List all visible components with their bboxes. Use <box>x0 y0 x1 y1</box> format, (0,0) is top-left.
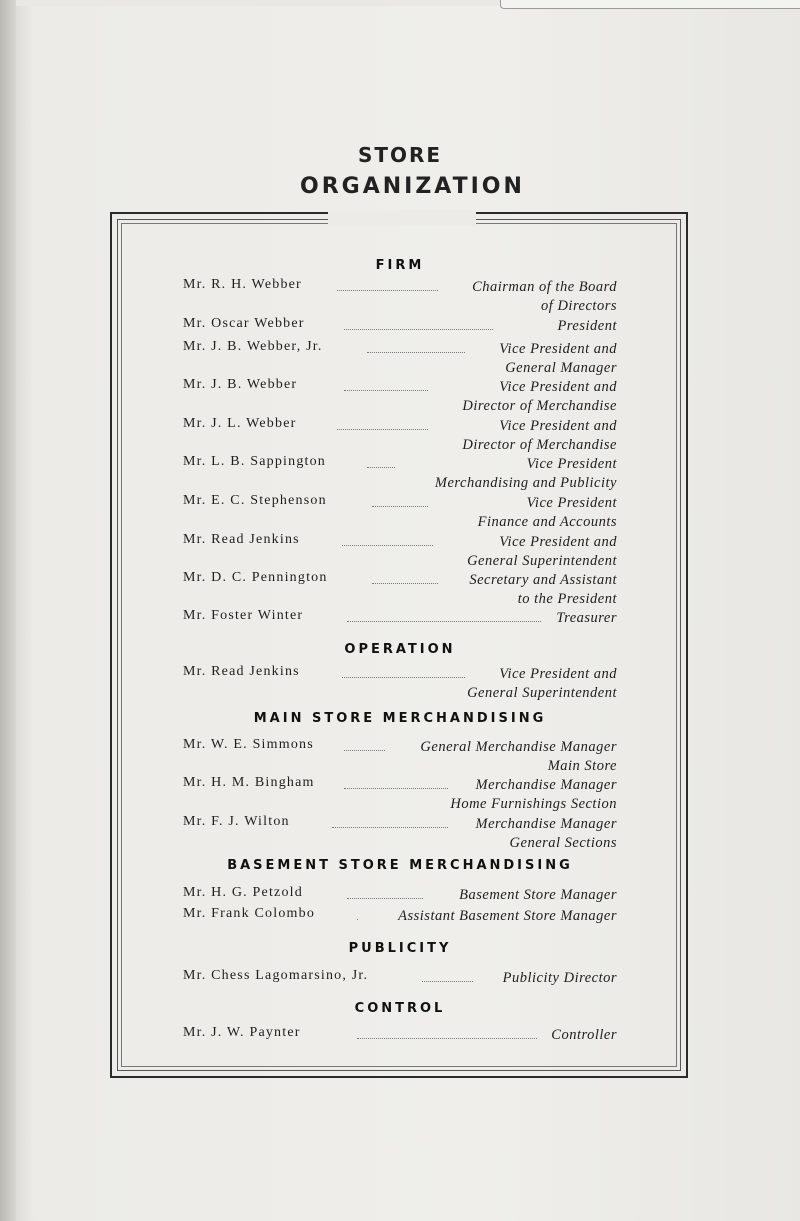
leader-dots <box>357 1036 537 1039</box>
page-title-line-2: ORGANIZATION <box>300 174 525 199</box>
officer-name: Mr. H. G. Petzold <box>183 885 303 900</box>
officer-title: Vice President <box>526 456 617 472</box>
officer-title: Merchandise Manager <box>475 816 617 832</box>
leader-dots <box>337 288 438 291</box>
officer-title: Treasurer <box>556 610 617 626</box>
leader-dots <box>342 543 433 546</box>
officer-name: Mr. Oscar Webber <box>183 316 305 331</box>
officer-title: Chairman of the Board <box>472 279 617 295</box>
officer-name: Mr. Read Jenkins <box>183 664 300 679</box>
officer-title: Vice President <box>526 495 617 511</box>
officer-title-continued: to the President <box>517 590 617 607</box>
officer-name: Mr. D. C. Pennington <box>183 570 328 585</box>
leader-dots <box>344 786 448 789</box>
leader-dots <box>347 619 541 622</box>
officer-name: Mr. J. B. Webber <box>183 377 298 392</box>
section-heading-4: PUBLICITY <box>348 941 452 956</box>
officer-title: Vice President and <box>499 418 617 434</box>
leader-dots <box>332 825 448 828</box>
section-heading-2: MAIN STORE MERCHANDISING <box>253 711 547 726</box>
officer-title: Vice President and <box>499 534 617 550</box>
officer-title-continued: Main Store <box>547 757 617 774</box>
officer-name: Mr. R. H. Webber <box>183 277 302 292</box>
officer-title: Basement Store Manager <box>459 887 617 903</box>
officer-title-continued: Director of Merchandise <box>462 436 617 453</box>
officer-title-continued: Director of Merchandise <box>462 397 617 414</box>
officer-name: Mr. L. B. Sappington <box>183 454 327 469</box>
officer-name: Mr. Foster Winter <box>183 608 304 623</box>
leader-dots <box>347 896 423 899</box>
officer-name: Mr. E. C. Stephenson <box>183 493 327 508</box>
leader-dots <box>372 581 438 584</box>
officer-name: Mr. W. E. Simmons <box>183 737 314 752</box>
officer-name: Mr. H. M. Bingham <box>183 775 315 790</box>
officer-title-continued: Merchandising and Publicity <box>434 474 617 491</box>
officer-title: Merchandise Manager <box>475 777 617 793</box>
officer-name: Mr. J. B. Webber, Jr. <box>183 339 323 354</box>
officer-title: President <box>557 318 617 334</box>
officer-title-continued: Finance and Accounts <box>477 513 617 530</box>
officer-title: Secretary and Assistant <box>469 572 617 588</box>
officer-title-continued: General Manager <box>505 359 617 376</box>
officer-name: Mr. J. W. Paynter <box>183 1025 301 1040</box>
officer-title: Vice President and <box>499 666 617 682</box>
officer-title-continued: Home Furnishings Section <box>450 795 617 812</box>
leader-dots <box>372 504 428 507</box>
section-heading-5: CONTROL <box>354 1001 446 1016</box>
officer-title: Publicity Director <box>502 970 617 986</box>
leader-dots <box>367 465 395 468</box>
section-heading-3: BASEMENT STORE MERCHANDISING <box>227 858 573 873</box>
officer-title-continued: General Superintendent <box>467 552 617 569</box>
frame-title-gap <box>328 210 476 226</box>
next-page-edge <box>500 0 800 9</box>
leader-dots <box>422 979 473 982</box>
section-heading-0: FIRM <box>375 258 425 273</box>
officer-title: Vice President and <box>499 341 617 357</box>
officer-title-continued: of Directors <box>541 297 617 314</box>
leader-dots <box>344 327 493 330</box>
leader-dots <box>344 748 385 751</box>
officer-name: Mr. Frank Colombo <box>183 906 316 921</box>
officer-name: Mr. J. L. Webber <box>183 416 297 431</box>
officer-title-continued: General Sections <box>509 834 617 851</box>
leader-dots <box>344 388 428 391</box>
leader-dots <box>342 675 465 678</box>
leader-dots <box>357 917 358 920</box>
officer-name: Mr. Read Jenkins <box>183 532 300 547</box>
officer-title: Vice President and <box>499 379 617 395</box>
officer-name: Mr. F. J. Wilton <box>183 814 290 829</box>
officer-title: Controller <box>551 1027 617 1043</box>
leader-dots <box>337 427 428 430</box>
officer-name: Mr. Chess Lagomarsino, Jr. <box>183 968 369 983</box>
section-heading-1: OPERATION <box>344 642 456 657</box>
page-binding <box>0 0 16 1221</box>
page-title-line-1: STORE <box>357 143 443 167</box>
officer-title: Assistant Basement Store Manager <box>398 908 617 924</box>
officer-title: General Merchandise Manager <box>420 739 617 755</box>
officer-title-continued: General Superintendent <box>467 684 617 701</box>
leader-dots <box>367 350 465 353</box>
